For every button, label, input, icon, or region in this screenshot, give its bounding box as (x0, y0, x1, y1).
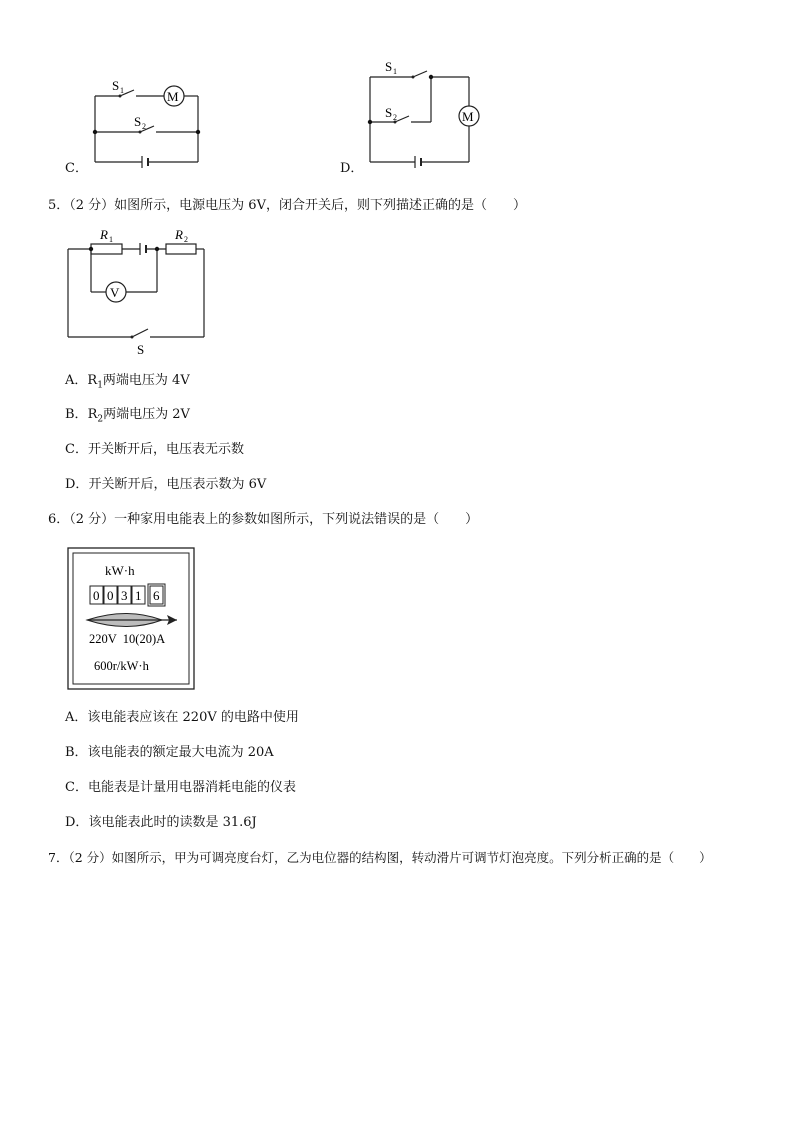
q5-option-d (65, 476, 266, 494)
switch-label-s: S (137, 342, 145, 357)
resistor-label-r1-sub: 1 (109, 235, 113, 244)
option-text: 该电能表应该在 220V 的电路中使用 (87, 710, 299, 725)
option-text: 开关断开后，电压表无示数 (87, 442, 244, 457)
option-letter: A． (65, 710, 88, 725)
voltmeter-symbol: V (110, 285, 120, 300)
option-letter: C． (65, 442, 88, 457)
option-subscript: 1 (97, 380, 103, 391)
switch-label-c-s1-sub: 1 (120, 86, 124, 95)
option-letter: D． (65, 815, 89, 830)
meter-rating: 220V 10(20)A (89, 632, 166, 646)
meter-digit-decimal: 6 (153, 588, 160, 603)
meter-digit: 0 (107, 588, 114, 603)
switch-label-d-s1: S (385, 59, 393, 74)
switch-label-d-s1-sub: 1 (393, 67, 397, 76)
option-letter: C． (65, 780, 88, 795)
option-symbol: R (87, 407, 98, 422)
q6-option-c (65, 779, 296, 797)
resistor-label-r2: R (175, 227, 183, 242)
option-letter: D． (65, 477, 89, 492)
option-text: 两端电压为 4V (102, 373, 190, 388)
switch-label-d-s2-sub: 2 (393, 113, 397, 122)
meter-digit: 0 (93, 588, 100, 603)
option-subscript: 2 (97, 414, 104, 425)
motor-symbol-c: M (167, 89, 179, 104)
q6-option-d (65, 814, 257, 832)
option-letter: A． (65, 373, 88, 388)
q5-option-c (65, 441, 244, 459)
circuit-diagram-d (355, 55, 495, 175)
meter-revolutions: 600r/kW·h (94, 659, 149, 673)
question-5-stem: 5．（2 分）如图所示，电源电压为 6V，闭合开关后，则下列描述正确的是（ ） (48, 198, 526, 213)
meter-digit: 1 (135, 588, 142, 603)
option-symbol: R (87, 373, 98, 388)
option-letter: B． (65, 407, 88, 422)
meter-digit: 3 (121, 588, 128, 603)
option-d-label: D． (340, 161, 364, 176)
circuit-diagram-q5 (60, 222, 220, 362)
switch-label-d-s2: S (385, 105, 393, 120)
resistor-label-r1: R (100, 227, 108, 242)
option-c-label: C． (65, 161, 88, 176)
q6-option-b (65, 744, 274, 762)
q6-option-a (65, 709, 299, 727)
switch-label-c-s1: S (112, 78, 120, 93)
option-text: 两端电压为 2V (103, 407, 190, 422)
option-text: 该电能表此时的读数是 31.6J (88, 815, 257, 830)
option-text: 开关断开后，电压表示数为 6V (88, 477, 267, 492)
meter-unit: kW·h (105, 563, 135, 578)
option-letter: B． (65, 745, 88, 760)
question-6-stem: 6．（2 分）一种家用电能表上的参数如图所示，下列说法错误的是（ ） (48, 512, 479, 527)
option-text: 电能表是计量用电器消耗电能的仪表 (87, 780, 296, 795)
q5-option-a (65, 372, 190, 395)
question-7-stem: 7．（2 分）如图所示，甲为可调亮度台灯，乙为电位器的结构图，转动滑片可调节灯泡亮度。下列分析正确的是（ ） (48, 850, 712, 865)
resistor-label-r2-sub: 2 (184, 235, 188, 244)
energy-meter-figure (67, 547, 197, 692)
motor-symbol-d: M (462, 109, 474, 124)
q5-option-b (65, 406, 190, 429)
switch-label-c-s2-sub: 2 (142, 122, 146, 131)
switch-label-c-s2: S (134, 114, 142, 129)
option-text: 该电能表的额定最大电流为 20A (87, 745, 274, 760)
